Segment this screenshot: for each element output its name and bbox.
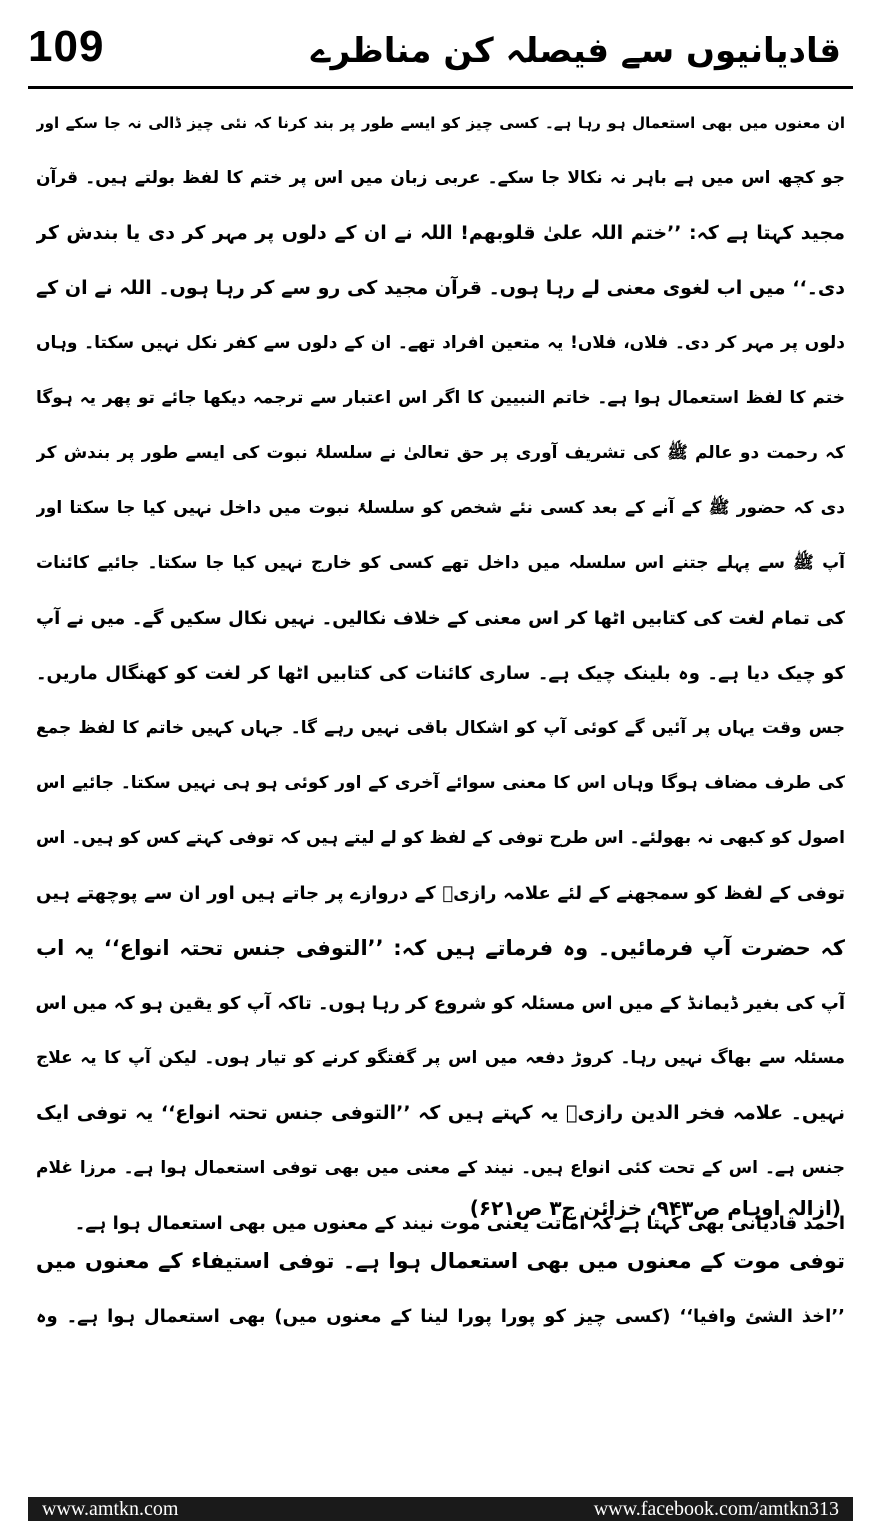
text-line: دلوں پر مہر کر دی۔ فلاں، فلاں! یہ متعین افراد تھے۔ ان کے دلوں سے کفر نکل نہیں سکتا۔ وہاں [36,333,845,353]
text-line: جس وقت یہاں پر آئیں گے کوئی آپ کو اشکال باقی نہیں رہے گا۔ جہاں کہیں خاتم کا لفظ جمع [36,718,845,738]
footer-website-link[interactable]: www.amtkn.com [42,1497,179,1520]
text-line: کی تمام لغت کی کتابیں اٹھا کر اس معنی کے خلاف نکالیں۔ نہیں نکال سکیں گے۔ میں نے آپ [36,608,845,629]
text-line: کو چیک دیا ہے۔ وہ بلینک چیک ہے۔ ساری کائنات کی کتابیں اٹھا کر لغت کو کھنگال ماریں۔ [36,663,845,684]
text-line: آپ ﷺ سے پہلے جتنے اس سلسلہ میں داخل تھے کسی کو خارج نہیں کیا جا سکتا۔ جائیے کائنات [36,553,845,573]
text-line: دی کہ حضور ﷺ کے آنے کے بعد کسی نئے شخص کو سلسلۂ نبوت میں داخل نہیں کیا جا سکتا اور [36,498,845,518]
text-line: جو کچھ اس میں ہے باہر نہ نکالا جا سکے۔ عربی زبان میں اس پر ختم کا لفظ بولتے ہیں۔ قرآن [36,168,845,188]
text-line: مجید کہتا ہے کہ: ’’ختم اللہ علیٰ قلوبھم! اللہ نے ان کے دلوں پر مہر کر دی یا بندش کر [36,222,845,244]
book-title: قادیانیوں سے فیصلہ کن مناظرے [310,31,841,71]
footer-facebook-link[interactable]: www.facebook.com/amtkn313 [593,1497,839,1520]
text-line: توفی کے لفظ کو سمجھنے کے لئے علامہ رازیؒ کے دروازے پر جاتے ہیں اور ان سے پوچھتے ہیں [36,883,845,904]
text-line: ’’اخذ الشئ وافیا‘‘ (کسی چیز کو پورا پورا لینا کے معنوں میں) بھی استعمال ہوا ہے۔ وہ [36,1306,845,1327]
body-text [36,96,845,1251]
text-line: ختم کا لفظ استعمال ہوا ہے۔ خاتم النبیین کا اگر اس اعتبار سے ترجمہ دیکھا جائے تو پھر یہ ہوگا [36,388,845,408]
text-line: توفی موت کے معنوں میں بھی استعمال ہوا ہے۔ توفی استیفاء کے معنوں میں [36,1249,845,1273]
footer-bar [28,1497,853,1521]
text-line: کہ حضرت آپ فرمائیں۔ وہ فرماتے ہیں کہ: ’’التوفی جنس تحتہ انواع‘‘ یہ اب [36,936,845,960]
text-line: کی طرف مضاف ہوگا وہاں اس کا معنی سوائے آخری کے اور کوئی ہو ہی نہیں سکتا۔ جائیے اس [36,773,845,793]
text-line: دی۔‘‘ میں اب لغوی معنی لے رہا ہوں۔ قرآن مجید کی رو سے کر رہا ہوں۔ اللہ نے ان کے [36,277,845,299]
text-line: ان معنوں میں بھی استعمال ہو رہا ہے۔ کسی چیز کو ایسے طور پر بند کرنا کہ نئی چیز ڈالی نہ جا سکے اور [36,114,845,132]
text-line: جنس ہے۔ اس کے تحت کئی انواع ہیں۔ نیند کے معنی میں بھی توفی استعمال ہوا ہے۔ مرزا غلام [36,1158,845,1178]
header-divider [28,86,853,89]
text-line: نہیں۔ علامہ فخر الدین رازیؒ یہ کہتے ہیں کہ ’’التوفی جنس تحتہ انواع‘‘ یہ توفی ایک [36,1102,845,1124]
text-line: آپ کی بغیر ڈیمانڈ کے میں اس مسئلہ کو شروع کر رہا ہوں۔ تاکہ آپ کو یقین ہو کہ میں اس [36,993,845,1014]
page-number: 109 [28,22,105,71]
citation-reference: (ازالہ اوہام ص۹۴۳، خزائن ج۳ ص۶۲۱) [469,1196,841,1220]
text-line: کہ رحمت دو عالم ﷺ کی تشریف آوری پر حق تعالیٰ نے سلسلۂ نبوت کی ایسے طور پر بندش کر [36,443,845,463]
text-line: مسئلہ سے بھاگ نہیں رہا۔ کروڑ دفعہ میں اس پر گفتگو کرنے کو تیار ہوں۔ لیکن آپ کا یہ علاج [36,1048,845,1068]
body-text-continued [36,1234,845,1344]
text-line: اصول کو کبھی نہ بھولئے۔ اس طرح توفی کے لفظ کو لے لیتے ہیں کہ توفی کہتے کس کو ہیں۔ اس [36,828,845,848]
text-line: احمد قادیانی بھی کہتا ہے کہ اماتت یعنی موت نیند کے معنوں میں بھی استعمال ہوا ہے۔ [74,1213,845,1234]
